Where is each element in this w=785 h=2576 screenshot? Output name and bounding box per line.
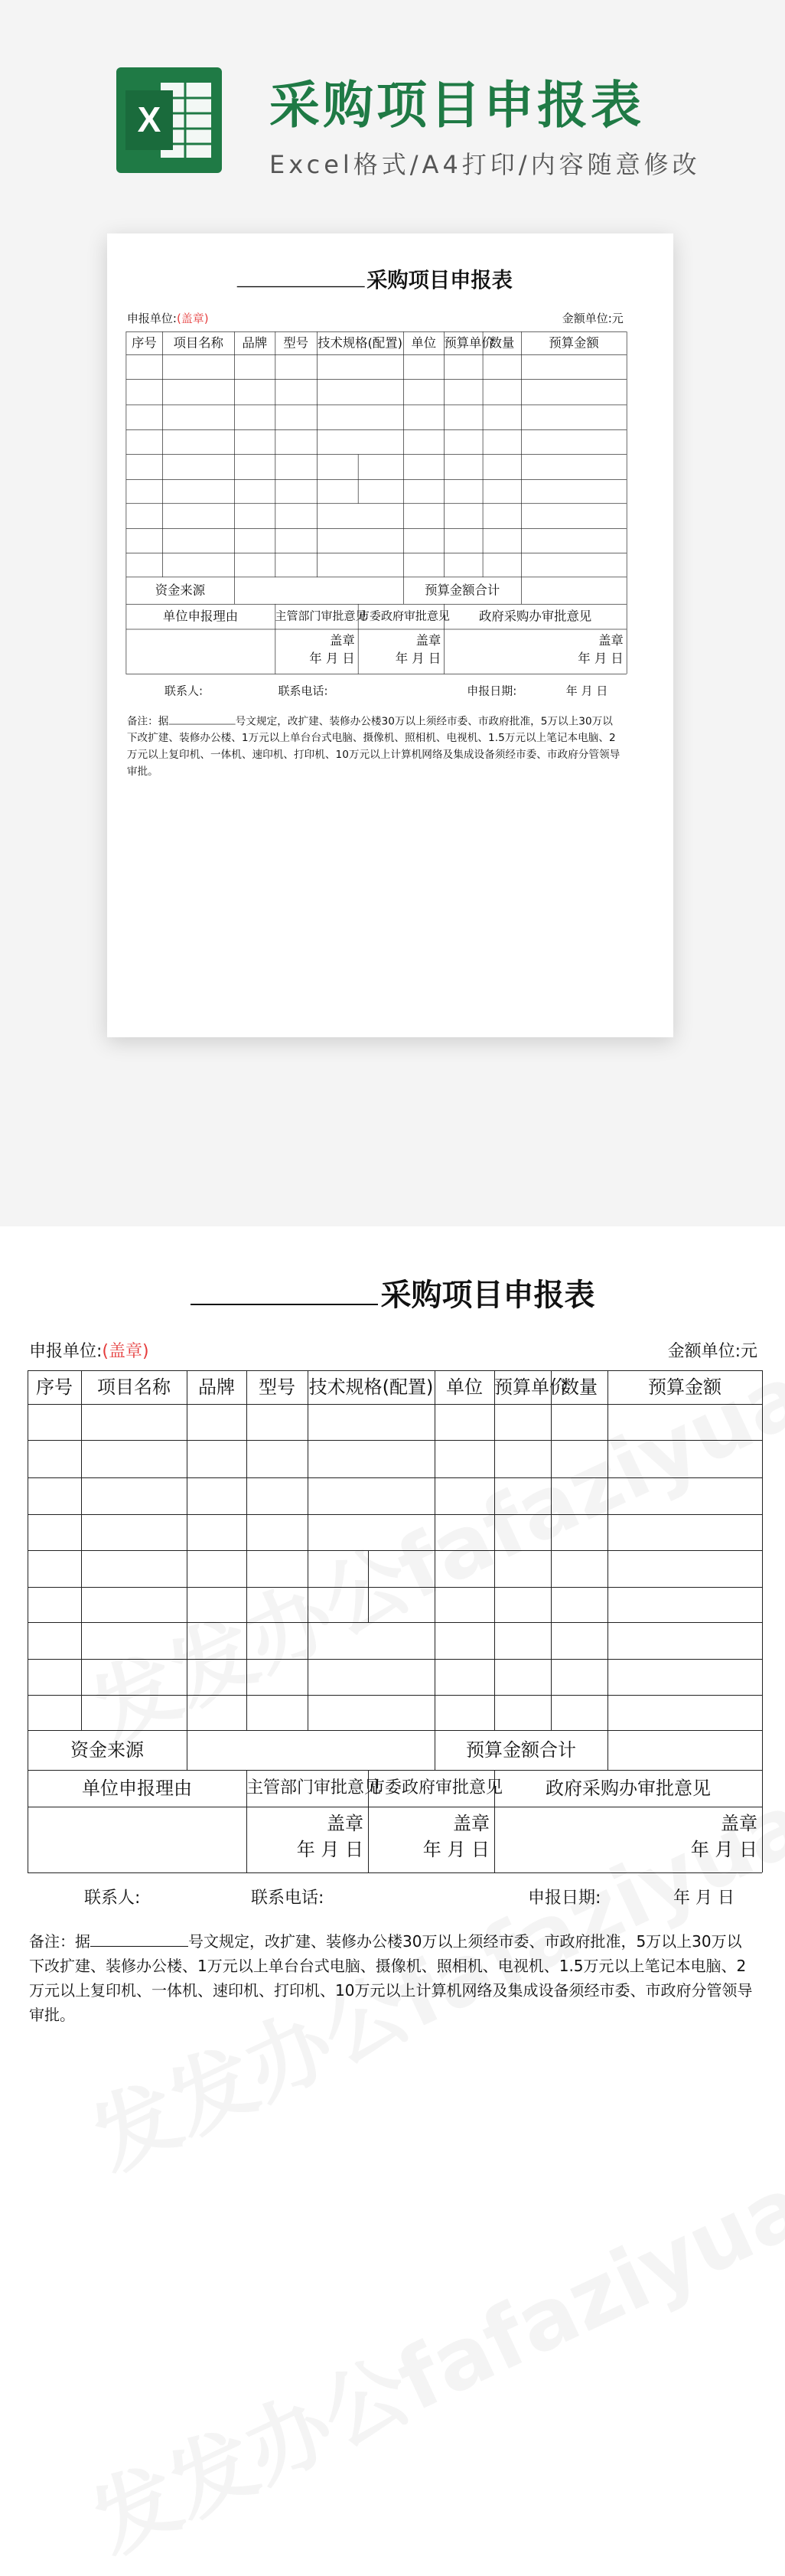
grid-line-vertical: [81, 1370, 82, 1730]
grid-line-horizontal: [126, 454, 627, 455]
report-date-value: 年 月 日: [565, 684, 608, 698]
grid-line-horizontal: [126, 576, 627, 577]
grid-line-vertical: [234, 331, 235, 576]
column-header: 预算单价: [444, 335, 494, 351]
grid-line-horizontal: [126, 479, 627, 480]
date-label: 年 月 日: [296, 1839, 363, 1860]
gov-opinion-label: 市委政府审批意见: [368, 1778, 503, 1797]
excel-logo-icon: [116, 67, 222, 173]
remarks: 备注：据 号文规定，改扩建、装修办公楼30万以上须经市委、市政府批准，5万以上30万以下改扩建、装修办公楼、1万元以上单台台式电脑、摄像机、照相机、电视机、1.5万元以上笔记本电脑、2万元以上复印机、一体机、速印机、打印机、10万元以上计算机网络及集成设备须经市委、市政府分管领导审批。: [126, 714, 621, 778]
date-label: 年 月 日: [395, 651, 441, 666]
reporting-unit: 申报单位:(盖章): [29, 1342, 149, 1361]
grid-line-horizontal: [28, 1872, 762, 1873]
form-title: 采购项目申报表: [0, 1271, 785, 1314]
date-label: 年 月 日: [578, 651, 624, 666]
seal-label: 盖章: [327, 1813, 363, 1834]
budget-total-label: 预算金额合计: [425, 583, 500, 598]
column-header: 单位: [411, 335, 437, 351]
svg-text:X: X: [137, 100, 161, 139]
column-header: 项目名称: [97, 1376, 171, 1398]
grid-line-vertical: [607, 1370, 608, 1730]
form-table: [126, 331, 627, 674]
grid-line-horizontal: [28, 1770, 762, 1771]
title-blank[interactable]: [236, 269, 364, 288]
procurement-form: [0, 1226, 785, 2321]
column-header: 序号: [132, 335, 157, 351]
procurement-opinion-label: 政府采购办审批意见: [546, 1778, 711, 1799]
grid-line-horizontal: [28, 1440, 762, 1441]
grid-line-horizontal: [28, 1477, 762, 1478]
column-header: 型号: [283, 335, 309, 351]
column-header: 数量: [489, 335, 515, 351]
grid-line-vertical: [551, 1370, 552, 1730]
grid-line-vertical: [403, 331, 404, 576]
dept-opinion-label: 主管部门审批意见: [275, 609, 367, 623]
grid-line-horizontal: [126, 503, 627, 504]
grid-line-vertical: [358, 454, 359, 503]
column-header: 预算金额: [648, 1376, 721, 1398]
grid-line-vertical: [234, 576, 235, 603]
column-header: 预算金额: [549, 335, 599, 351]
grid-line-horizontal: [126, 405, 627, 406]
grid-line-horizontal: [126, 528, 627, 529]
dept-opinion-label: 主管部门审批意见: [246, 1778, 382, 1797]
funding-source-label: 资金来源: [155, 583, 206, 598]
grid-line-horizontal: [126, 379, 627, 380]
promo-banner: [0, 0, 785, 1226]
column-header: 单位: [446, 1376, 483, 1398]
gov-opinion-label: 市委政府审批意见: [357, 609, 450, 623]
grid-line-vertical: [444, 331, 445, 576]
app-subtitle: Excel格式/A4打印/内容随意修改: [269, 150, 701, 179]
grid-line-horizontal: [28, 1695, 762, 1696]
seal-label: 盖章: [330, 633, 355, 648]
grid-line-vertical: [521, 331, 522, 576]
grid-line-horizontal: [28, 1659, 762, 1660]
form-title: 采购项目申报表: [107, 264, 642, 294]
form-table: [28, 1370, 762, 1872]
report-date-value: 年 月 日: [673, 1889, 735, 1908]
budget-total-label: 预算金额合计: [466, 1739, 576, 1761]
grid-line-horizontal: [28, 1550, 762, 1551]
grid-line-vertical: [246, 1370, 247, 1730]
amount-unit: 金额单位:元: [667, 1342, 757, 1361]
grid-line-horizontal: [126, 354, 627, 355]
column-header: 预算单价: [494, 1376, 568, 1398]
grid-line-vertical: [494, 1370, 495, 1730]
column-header: 品牌: [242, 335, 268, 351]
document-preview: [107, 233, 673, 1037]
seal-label: 盖章: [598, 633, 624, 648]
procurement-opinion-label: 政府采购办审批意见: [478, 609, 592, 624]
document-page: [0, 1226, 785, 2338]
date-label: 年 月 日: [309, 651, 355, 666]
column-header: 技术规格(配置): [308, 1376, 434, 1398]
funding-source-label: 资金来源: [70, 1739, 144, 1761]
contact-label: 联系人:: [84, 1889, 141, 1908]
grid-line-vertical: [607, 1730, 608, 1770]
remarks: 备注：据 号文规定，改扩建、装修办公楼30万以上须经市委、市政府批准，5万以上30万以下改扩建、装修办公楼、1万元以上单台台式电脑、摄像机、照相机、电视机、1.5万元以上笔记本电脑、2万元以上复印机、一体机、速印机、打印机、10万元以上计算机网络及集成设备须经市委、市政府分管领导审批。: [29, 1932, 753, 2024]
grid-line-horizontal: [28, 1587, 762, 1588]
grid-line-vertical: [317, 331, 318, 576]
contact-label: 联系人:: [164, 684, 204, 698]
report-date-label: 申报日期:: [528, 1889, 601, 1908]
date-label: 年 月 日: [422, 1839, 490, 1860]
grid-line-horizontal: [28, 1730, 762, 1731]
column-header: 品牌: [198, 1376, 235, 1398]
title-blank[interactable]: [191, 1278, 378, 1305]
column-header: 项目名称: [173, 335, 223, 351]
phone-label: 联系电话:: [278, 684, 328, 698]
column-header: 型号: [259, 1376, 295, 1398]
column-header: 数量: [561, 1376, 598, 1398]
column-header: 序号: [36, 1376, 73, 1398]
reason-label: 单位申报理由: [162, 609, 239, 624]
grid-line-horizontal: [28, 1622, 762, 1623]
grid-line-horizontal: [28, 1404, 762, 1405]
column-header: 技术规格(配置): [318, 335, 403, 351]
grid-line-vertical: [162, 331, 163, 576]
reporting-unit: 申报单位:(盖章): [126, 312, 209, 325]
reason-label: 单位申报理由: [82, 1778, 192, 1799]
grid-line-vertical: [483, 331, 484, 576]
seal-label: 盖章: [453, 1813, 490, 1834]
grid-line-vertical: [368, 1550, 369, 1622]
procurement-form: [107, 233, 642, 980]
grid-line-vertical: [521, 576, 522, 603]
phone-label: 联系电话:: [251, 1889, 324, 1908]
grid-line-vertical: [762, 1370, 763, 1872]
amount-unit: 金额单位:元: [562, 312, 624, 325]
grid-line-horizontal: [28, 1514, 762, 1515]
grid-line-horizontal: [126, 429, 627, 430]
seal-label: 盖章: [721, 1813, 757, 1834]
date-label: 年 月 日: [690, 1839, 757, 1860]
seal-label: 盖章: [415, 633, 441, 648]
report-date-label: 申报日期:: [467, 684, 517, 698]
app-title: 采购项目申报表: [269, 76, 644, 135]
